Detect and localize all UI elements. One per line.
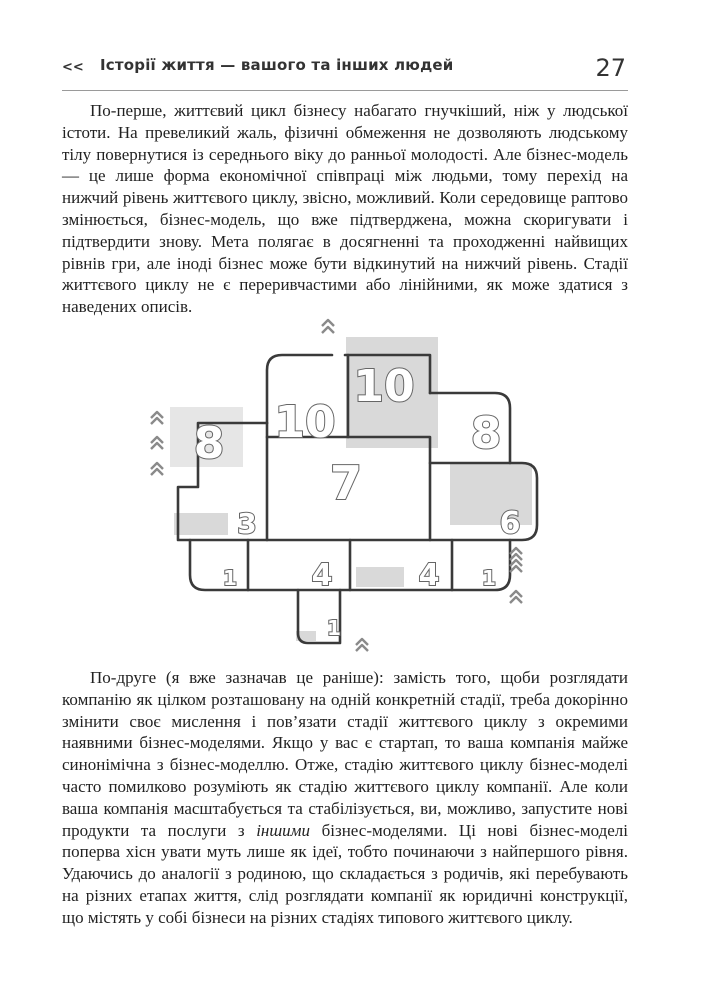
chevron-up-icon bbox=[356, 639, 368, 651]
chevron-up-icon bbox=[510, 591, 522, 603]
level-label: 10 bbox=[353, 361, 415, 412]
level-label: 1 bbox=[223, 566, 237, 590]
chevron-up-icon bbox=[151, 412, 163, 424]
level-label: 4 bbox=[311, 558, 333, 593]
level-label: 4 bbox=[418, 558, 440, 593]
lifecycle-diagram bbox=[150, 315, 550, 660]
paragraph-1: По-перше, життєвий цикл бізнесу набагато гнучкіший, ніж у людської істоти. На превеликий жаль, фізичні обмеження не дозволяють людському тілу повернутися із середнього віку до ранньої молодості. Але бізнес-модель — це лише форма економічної співпраці між людьми, тому перехід на нижчий рівень життєвого циклу, звісно, можливий. Коли середовище раптово змінюється, бізнес-модель, що вже підтверджена, можна скоригувати і підтвердити знову. Мета полягає в досягненні та проходженні найвищих рівнів гри, але іноді бізнес може бути відкинутий на нижчий рівень. Стадії життєвого циклу не є переривчастими або лінійними, як може здатися з наведених описів. bbox=[62, 101, 628, 317]
level-label: 1 bbox=[482, 566, 496, 590]
level-label: 1 bbox=[327, 616, 341, 640]
paragraph-2-text-a: По-друге (я вже зазначав це раніше): замість того, щоби розглядати компанію як цілком розташовану на одній конкретній стадії, треба докорінно змінити своє мислення і пов’язати стадії життєвого циклу з окремими наявними бізнес-моделями. Якщо у вас є стартап, то ваша компанія майже синонімічна з бізнес-моделлю. Отже, стадію життєвого циклу бізнес-моделі часто помилково розуміють як стадію життєвого циклу компанії. Але коли ваша компанія масштабується та стабілізується, ви, можливо, запустите нові продукти та послуги з bbox=[62, 668, 628, 840]
running-header bbox=[62, 50, 628, 91]
level-label: 3 bbox=[237, 507, 257, 540]
chapter-title: Історії життя — вашого та інших людей bbox=[100, 56, 454, 74]
level-label: 8 bbox=[193, 418, 225, 469]
page-number: 27 bbox=[595, 54, 626, 82]
level-label: 7 bbox=[329, 456, 363, 510]
chevron-up-icon bbox=[151, 437, 163, 449]
paragraph-2-text-b: бізнес-моделями. Ці нові бізнес-моделі поперва хісн увати муть лише як ідеї, тобто починаючи з найпершого рівня. Удаючись до аналогії з родиною, що складається з родичів, які перебувають на різних етапах життя, слід розглядати компанії як юридичні конструкції, що містять у собі бізнеси на різних стадіях типового життєвого циклу. bbox=[62, 820, 628, 927]
chevron-up-icon bbox=[151, 463, 163, 475]
chevron-up-icon bbox=[510, 548, 522, 572]
level-label: 6 bbox=[499, 506, 521, 541]
level-label: 8 bbox=[470, 408, 502, 459]
shade-block bbox=[356, 567, 404, 587]
shade-block bbox=[174, 513, 228, 535]
double-chevron-left-icon: << bbox=[62, 60, 84, 75]
level-label: 10 bbox=[274, 397, 336, 448]
paragraph-2-italic: іншими bbox=[256, 820, 311, 840]
paragraph-2 bbox=[62, 667, 628, 929]
chevron-up-icon bbox=[322, 320, 334, 333]
